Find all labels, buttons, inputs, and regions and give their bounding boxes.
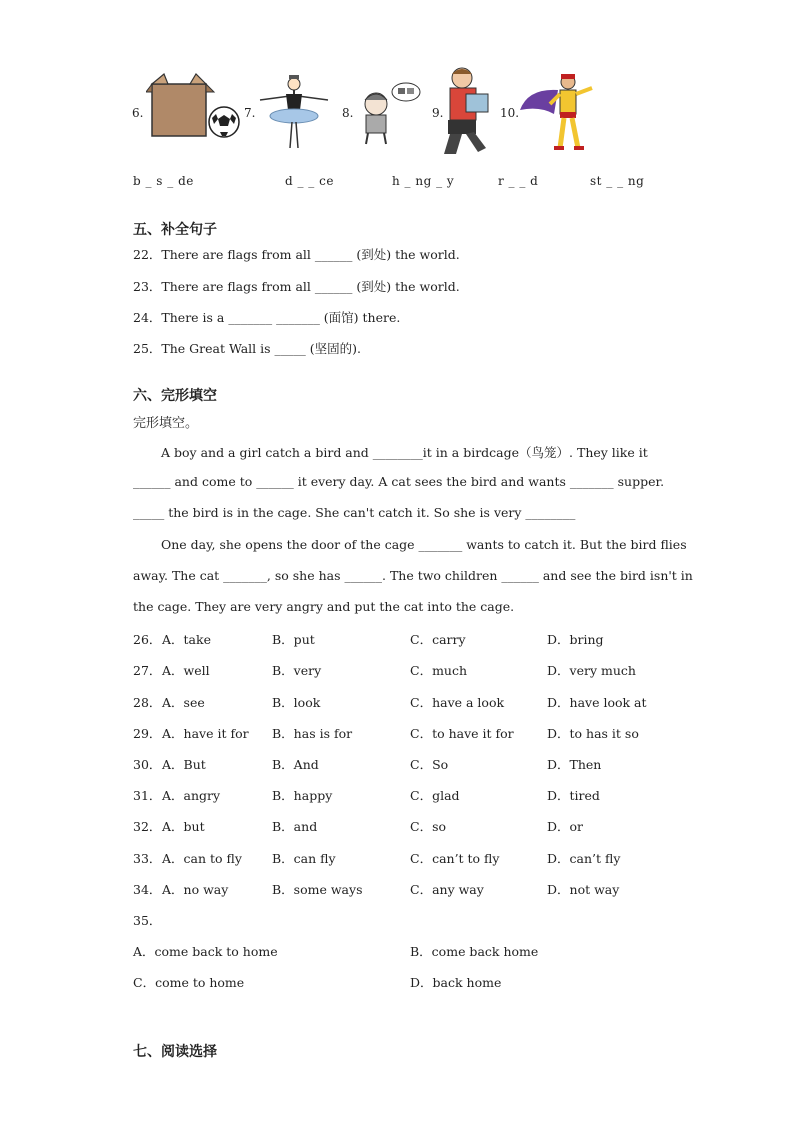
hint-8: h _ ng _ y [392, 174, 455, 188]
option-d[interactable]: D．back home [410, 975, 502, 990]
hint-10: st _ _ ng [590, 174, 645, 188]
option-c[interactable]: C．come to home [133, 975, 245, 990]
option-d[interactable]: D．can’t fly [547, 851, 621, 866]
option-a[interactable]: A．can to fly [162, 851, 242, 866]
option-b[interactable]: B．very [272, 663, 322, 678]
question-number: 27． [133, 663, 162, 678]
hint-6: b _ s _ de [133, 174, 194, 188]
passage-line: the cage. They are very angry and put the cat into the cage. [133, 599, 515, 614]
option-c[interactable]: C．so [410, 819, 447, 834]
picture-number-7: 7. [244, 106, 256, 120]
question-number: 30． [133, 757, 162, 772]
option-a[interactable]: A．take [162, 632, 211, 647]
option-a[interactable]: A．angry [162, 788, 221, 803]
option-a[interactable]: A．come back to home [133, 944, 278, 959]
option-d[interactable]: D．or [547, 819, 584, 834]
option-b[interactable]: B．come back home [410, 944, 539, 959]
question-number: 34． [133, 882, 162, 897]
option-c[interactable]: C．have a look [410, 695, 505, 710]
passage-line: A boy and a girl catch a bird and ________it in a birdcage（鸟笼）. They like it [161, 445, 648, 460]
option-b[interactable]: B．and [272, 819, 318, 834]
superhero-icon [518, 70, 602, 152]
passage-line: _____ the bird is in the cage. She can't catch it. So she is very ________ [133, 505, 576, 520]
option-c[interactable]: C．carry [410, 632, 466, 647]
question-number: 35． [133, 913, 162, 928]
option-b[interactable]: B．And [272, 757, 319, 772]
option-d[interactable]: D．to has it so [547, 726, 639, 741]
section6-title: 六、完形填空 [133, 388, 217, 404]
picture-number-9: 9. [432, 106, 444, 120]
option-d[interactable]: D．bring [547, 632, 604, 647]
question-number: 28． [133, 695, 162, 710]
passage-line: away. The cat _______, so she has ______. The two children ______ and see the bird isn't in [133, 568, 693, 583]
question-number: 29． [133, 726, 162, 741]
ballet-dancer-icon [256, 72, 332, 152]
passage-line: One day, she opens the door of the cage _______ wants to catch it. But the bird flies [161, 537, 687, 552]
sentence-25: 25．The Great Wall is _____ (坚固的). [133, 341, 361, 356]
option-d[interactable]: D．tired [547, 788, 600, 803]
option-a[interactable]: A．well [162, 663, 210, 678]
question-number: 31． [133, 788, 162, 803]
hint-7: d _ _ ce [285, 174, 334, 188]
section5-title: 五、补全句子 [133, 222, 217, 238]
option-b[interactable]: B．can fly [272, 851, 336, 866]
question-number: 26． [133, 632, 162, 647]
question-number: 33． [133, 851, 162, 866]
box-and-ball-icon [146, 72, 242, 142]
picture-number-8: 8. [342, 106, 354, 120]
sentence-22: 22．There are flags from all ______ (到处) the world. [133, 247, 460, 262]
option-b[interactable]: B．some ways [272, 882, 363, 897]
option-a[interactable]: A．but [162, 819, 205, 834]
picture-number-6: 6. [132, 106, 144, 120]
picture-number-10: 10. [500, 106, 520, 120]
option-d[interactable]: D．have look at [547, 695, 647, 710]
option-c[interactable]: C．So [410, 757, 449, 772]
option-b[interactable]: B．happy [272, 788, 333, 803]
sentence-24: 24．There is a _______ _______ (面馆) there. [133, 310, 401, 325]
option-a[interactable]: A．have it for [162, 726, 249, 741]
option-c[interactable]: C．any way [410, 882, 484, 897]
option-d[interactable]: D．not way [547, 882, 620, 897]
option-c[interactable]: C．can’t to fly [410, 851, 500, 866]
reading-man-icon [440, 66, 500, 160]
option-b[interactable]: B．put [272, 632, 315, 647]
option-a[interactable]: A．But [162, 757, 206, 772]
question-number: 32． [133, 819, 162, 834]
hint-9: r _ _ d [498, 174, 539, 188]
option-d[interactable]: D．Then [547, 757, 602, 772]
option-d[interactable]: D．very much [547, 663, 636, 678]
section7-title: 七、阅读选择 [133, 1044, 217, 1060]
option-a[interactable]: A．see [162, 695, 205, 710]
hungry-child-icon [356, 80, 422, 146]
section6-subtitle: 完形填空。 [133, 416, 199, 431]
option-a[interactable]: A．no way [162, 882, 229, 897]
option-b[interactable]: B．has is for [272, 726, 353, 741]
option-c[interactable]: C．glad [410, 788, 460, 803]
option-b[interactable]: B．look [272, 695, 321, 710]
sentence-23: 23．There are flags from all ______ (到处) the world. [133, 279, 460, 294]
passage-line: ______ and come to ______ it every day. A cat sees the bird and wants _______ supper. [133, 474, 665, 489]
option-c[interactable]: C．to have it for [410, 726, 514, 741]
option-c[interactable]: C．much [410, 663, 468, 678]
